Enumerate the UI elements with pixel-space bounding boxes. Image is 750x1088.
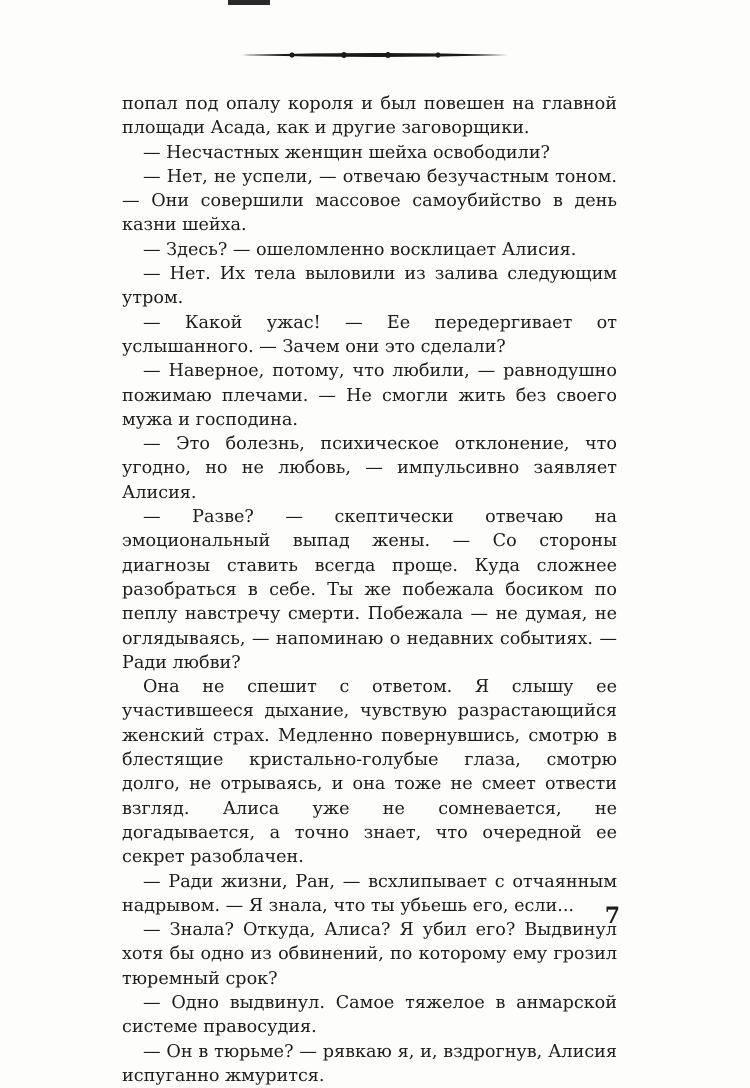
page-number: 7 [604, 903, 620, 929]
paragraph: попал под опалу короля и был повешен на главной площади Асада, как и другие заговорщики. [122, 94, 617, 139]
paragraph: — Несчастных женщин шейха освободили? [143, 142, 550, 163]
paragraph: — Нет. Их тела выловили из залива следующим утром. [122, 264, 617, 309]
paragraph: — Разве? — скептически отвечаю на эмоциональный выпад жены. — Со стороны диагнозы ставить всегда проще. Куда сложнее разобраться в себе. Ты же побежала босиком по пеплу навстречу смерти. Побежала — не думая, не оглядываясь, — напоминаю о недавних событиях. — Ради любви? [122, 507, 617, 673]
paragraph: — Наверное, потому, что любили, — равнодушно пожимаю плечами. — Не смогли жить без своего мужа и господина. [122, 361, 617, 430]
paragraph: — Нет, не успели, — отвечаю безучастным тоном. — Они совершили массовое самоубийство в день казни шейха. [122, 166, 617, 236]
paragraph: — Это болезнь, психическое отклонение, что угодно, но не любовь, — импульсивно заявляет Алисия. [122, 434, 617, 503]
paragraph: — Какой ужас! — Ее передергивает от услышанного. — Зачем они это сделали? [122, 312, 617, 357]
paragraph: — Одно выдвинул. Самое тяжелое в анмарской системе правосудия. [122, 992, 617, 1038]
top-edge-mark [228, 0, 270, 5]
paragraph: — Здесь? — ошеломленно восклицает Алисия. [143, 239, 577, 260]
ornament-divider [240, 45, 510, 65]
paragraph: — Ради жизни, Ран, — всхлипывает с отчаянным надрывом. — Я знала, что ты убьешь его, если... [122, 871, 617, 916]
body-text [122, 92, 617, 1088]
paragraph: — Знала? Откуда, Алиса? Я убил его? Выдвинул хотя бы одно из обвинений, по которому ему грозил тюремный срок? [122, 920, 617, 989]
paragraph: Она не спешит с ответом. Я слышу ее участившееся дыхание, чувствую разрастающийся женский страх. Медленно повернувшись, смотрю в блестящие кристально-голубые глаза, смотрю долго, не отрываясь, и она тоже не смеет отвести взгляд. Алиса уже не сомневается, не догадывается, а точно знает, что очередной ее секрет разоблачен. [122, 677, 617, 868]
paragraph: — Он в тюрьме? — рявкаю я, и, вздрогнув, Алисия испуганно жмурится. [122, 1041, 617, 1086]
